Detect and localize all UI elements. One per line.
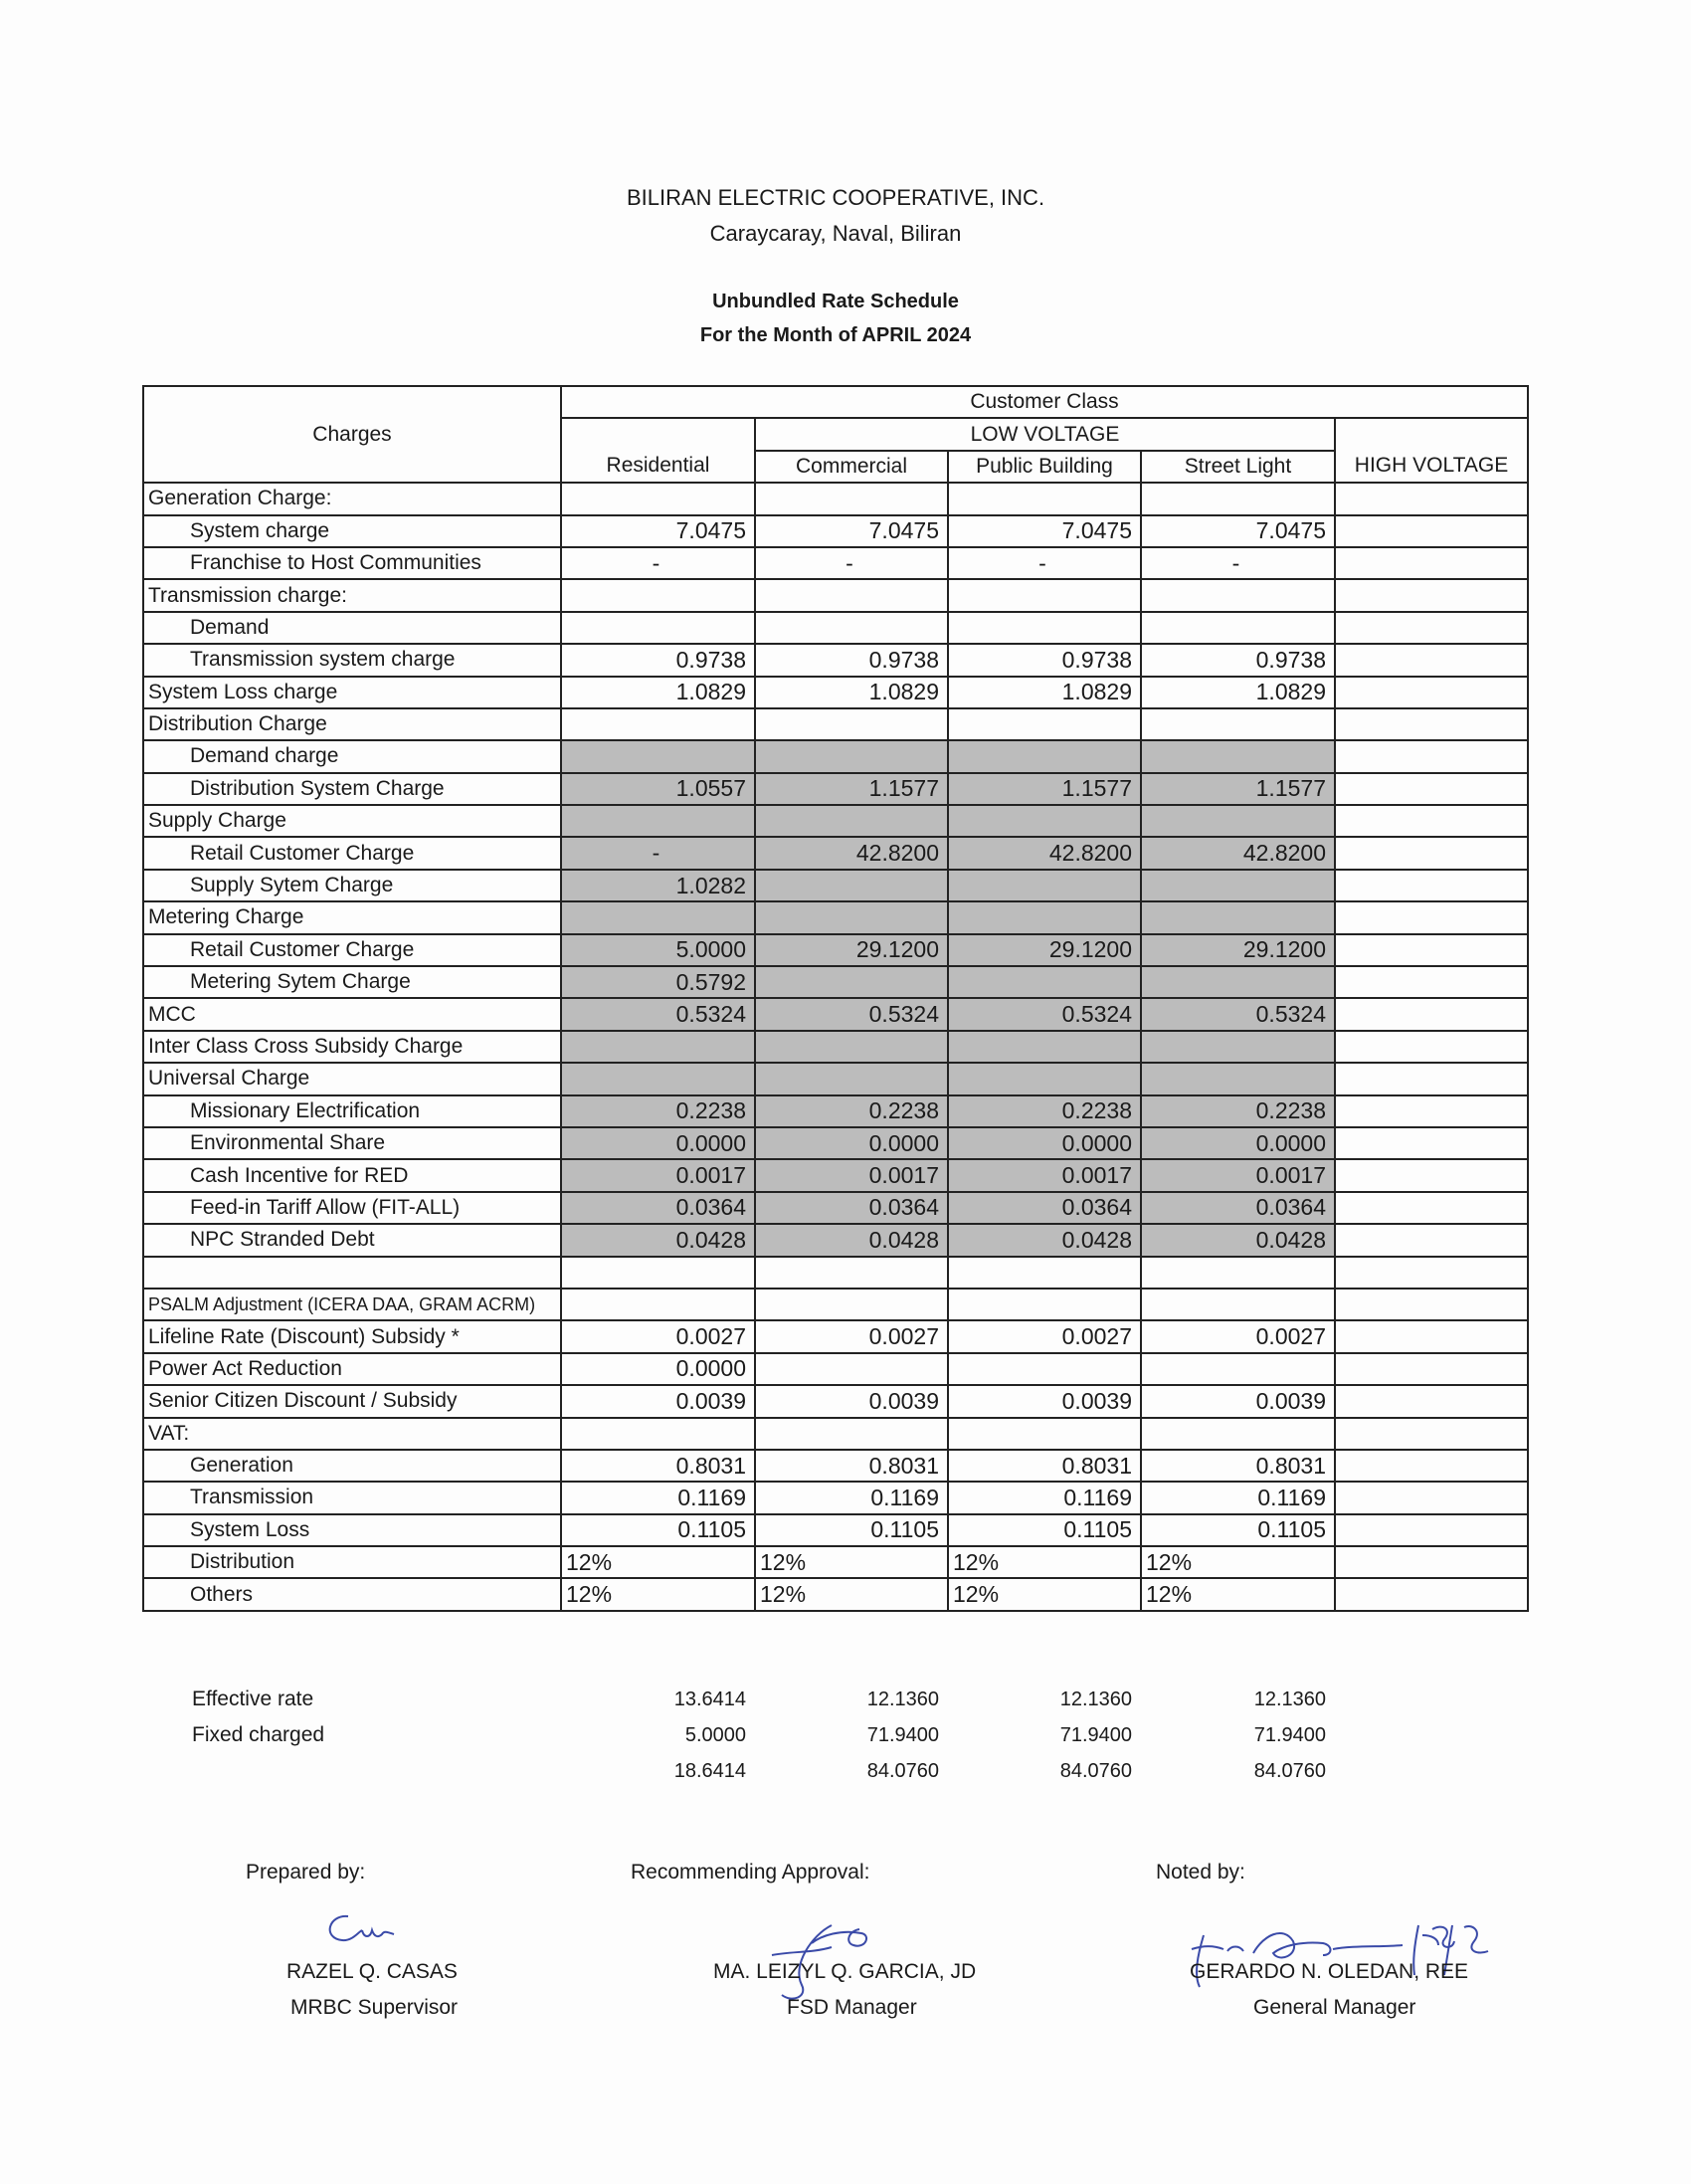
rate-cell: [561, 1289, 755, 1320]
rate-cell: 0.1169: [561, 1482, 755, 1513]
prepared-by-caption: Prepared by:: [246, 1861, 366, 1884]
rate-cell: [1141, 1257, 1335, 1289]
rate-cell: 0.0027: [561, 1320, 755, 1352]
schedule-title: Unbundled Rate Schedule: [712, 291, 959, 312]
rate-cell: 0.5792: [561, 966, 755, 998]
recommending-name: MA. LEIZYL Q. GARCIA, JD: [713, 1960, 977, 1983]
noted-by-title: General Manager: [1253, 1996, 1416, 2019]
rate-cell: 0.0364: [755, 1192, 948, 1224]
rate-cell: [1335, 1257, 1528, 1289]
table-row: [143, 644, 1528, 676]
rate-cell: 0.5324: [1141, 998, 1335, 1030]
prepared-signature: [318, 1908, 398, 1952]
rate-cell: [1335, 805, 1528, 837]
rate-cell: 42.8200: [948, 837, 1141, 869]
rate-cell: 1.0829: [755, 677, 948, 708]
row-label: Generation: [143, 1450, 561, 1482]
rate-cell: -: [948, 547, 1141, 579]
rate-cell: [561, 1063, 755, 1094]
rate-cell: [1335, 1385, 1528, 1417]
table-row: [143, 1418, 1528, 1450]
rate-cell: 0.2238: [561, 1095, 755, 1127]
rate-cell: 12%: [755, 1578, 948, 1610]
rate-cell: 0.8031: [561, 1450, 755, 1482]
rate-cell: 7.0475: [755, 515, 948, 547]
rate-cell: [755, 1063, 948, 1094]
table-row: [143, 740, 1528, 772]
rate-cell: 0.0039: [561, 1385, 755, 1417]
rate-cell: 1.0557: [561, 773, 755, 805]
row-label: Distribution: [143, 1546, 561, 1578]
org-name: BILIRAN ELECTRIC COOPERATIVE, INC.: [626, 185, 1045, 210]
rate-cell: 1.0282: [561, 870, 755, 901]
table-row: [143, 515, 1528, 547]
table-row: [143, 934, 1528, 966]
rate-cell: [1335, 1482, 1528, 1513]
rate-cell: [1141, 1289, 1335, 1320]
rate-cell: [1335, 1031, 1528, 1063]
row-label: Power Act Reduction: [143, 1353, 561, 1385]
rate-cell: 29.1200: [1141, 934, 1335, 966]
rate-cell: 12%: [1141, 1546, 1335, 1578]
rate-cell: [1335, 870, 1528, 901]
rate-cell: 0.1105: [948, 1514, 1141, 1546]
row-label: Distribution System Charge: [143, 773, 561, 805]
prepared-by-name: RAZEL Q. CASAS: [286, 1960, 458, 1983]
rate-cell: [1141, 901, 1335, 933]
rate-cell: [1335, 934, 1528, 966]
schedule-month: For the Month of APRIL 2024: [699, 324, 972, 346]
table-row: [143, 1320, 1528, 1352]
table-row: [143, 1385, 1528, 1417]
rate-cell: [1141, 483, 1335, 514]
rate-table: [142, 385, 1529, 1612]
row-label: Environmental Share: [143, 1127, 561, 1159]
rate-cell: 0.2238: [755, 1095, 948, 1127]
table-row: [143, 966, 1528, 998]
rate-cell: 0.9738: [561, 644, 755, 676]
rate-cell: -: [561, 547, 755, 579]
summary-value: 12.1360: [1059, 1688, 1132, 1710]
summary-row: [142, 1717, 1334, 1753]
row-label: Others: [143, 1578, 561, 1610]
col-high-voltage: HIGH VOLTAGE: [1335, 451, 1528, 483]
rate-cell: [948, 740, 1141, 772]
rate-cell: [561, 708, 755, 740]
col-commercial: Commercial: [755, 451, 948, 483]
rate-cell: 5.0000: [561, 934, 755, 966]
row-label: Supply Sytem Charge: [143, 870, 561, 901]
rate-cell: 0.0027: [1141, 1320, 1335, 1352]
rate-cell: 0.0428: [561, 1224, 755, 1256]
table-row: [143, 708, 1528, 740]
rate-cell: [1335, 644, 1528, 676]
rate-cell: 0.0000: [561, 1127, 755, 1159]
table-row: [143, 837, 1528, 869]
row-label: Cash Incentive for RED: [143, 1159, 561, 1191]
rate-cell: [1335, 837, 1528, 869]
rate-cell: 12%: [755, 1546, 948, 1578]
table-row: [143, 483, 1528, 514]
rate-cell: 0.0364: [561, 1192, 755, 1224]
rate-cell: 29.1200: [948, 934, 1141, 966]
rate-cell: [755, 901, 948, 933]
table-row: [143, 805, 1528, 837]
rate-cell: [1335, 1514, 1528, 1546]
row-label: Inter Class Cross Subsidy Charge: [143, 1031, 561, 1063]
summary-row: [142, 1753, 1334, 1789]
rate-cell: [561, 579, 755, 611]
rate-cell: [1335, 1224, 1528, 1256]
row-label: Transmission system charge: [143, 644, 561, 676]
table-row: [143, 998, 1528, 1030]
rate-cell: 0.0428: [755, 1224, 948, 1256]
table-row: [143, 1127, 1528, 1159]
rate-cell: [948, 483, 1141, 514]
rate-cell: [1335, 901, 1528, 933]
summary-row: [142, 1682, 1334, 1717]
row-label: VAT:: [143, 1418, 561, 1450]
rate-cell: [1141, 1353, 1335, 1385]
row-label: Retail Customer Charge: [143, 837, 561, 869]
rate-cell: 1.1577: [755, 773, 948, 805]
rate-cell: [1335, 1127, 1528, 1159]
rate-cell: 42.8200: [1141, 837, 1335, 869]
row-label: Demand: [143, 612, 561, 644]
table-row: [143, 579, 1528, 611]
rate-cell: 7.0475: [948, 515, 1141, 547]
rate-cell: 0.0039: [1141, 1385, 1335, 1417]
rate-cell: 7.0475: [561, 515, 755, 547]
summary-value: 12.1360: [866, 1688, 939, 1710]
table-row: [143, 1192, 1528, 1224]
rate-cell: 0.0017: [755, 1159, 948, 1191]
rate-cell: 0.8031: [755, 1450, 948, 1482]
rate-cell: [948, 901, 1141, 933]
rate-cell: [1141, 612, 1335, 644]
rate-cell: [561, 1031, 755, 1063]
rate-cell: [561, 1418, 755, 1450]
row-label: System charge: [143, 515, 561, 547]
row-label: NPC Stranded Debt: [143, 1224, 561, 1256]
row-label: Lifeline Rate (Discount) Subsidy *: [143, 1320, 561, 1352]
rate-cell: [1141, 966, 1335, 998]
rate-cell: [1335, 998, 1528, 1030]
rate-cell: [1335, 1578, 1528, 1610]
summary-value: 71.9400: [866, 1723, 939, 1746]
row-label: Distribution Charge: [143, 708, 561, 740]
rate-cell: [755, 740, 948, 772]
summary-table: [142, 1682, 1334, 1789]
table-row: [143, 612, 1528, 644]
summary-value: 84.0760: [1253, 1759, 1326, 1782]
rate-cell: 12%: [948, 1578, 1141, 1610]
rate-cell: 0.0017: [948, 1159, 1141, 1191]
table-row: [143, 1578, 1528, 1610]
rate-cell: [1335, 1546, 1528, 1578]
row-label: [143, 1257, 561, 1289]
rate-cell: 12%: [561, 1546, 755, 1578]
row-label: Generation Charge:: [143, 483, 561, 514]
rate-cell: [1141, 579, 1335, 611]
rate-cell: [948, 1418, 1141, 1450]
table-row: [143, 677, 1528, 708]
table-row: [143, 1159, 1528, 1191]
customer-class-header: Customer Class: [561, 386, 1528, 418]
rate-cell: [948, 870, 1141, 901]
rate-cell: [1335, 1192, 1528, 1224]
summary-value: 18.6414: [673, 1759, 746, 1782]
table-row: [143, 1450, 1528, 1482]
table-row: [143, 1353, 1528, 1385]
rate-cell: 0.0364: [948, 1192, 1141, 1224]
col-residential: Residential: [561, 451, 755, 483]
rate-cell: [1335, 773, 1528, 805]
rate-cell: 0.0039: [948, 1385, 1141, 1417]
rate-cell: [755, 966, 948, 998]
rate-cell: 0.0428: [948, 1224, 1141, 1256]
rate-cell: 0.8031: [1141, 1450, 1335, 1482]
rate-cell: 0.1105: [755, 1514, 948, 1546]
row-label: Universal Charge: [143, 1063, 561, 1094]
rate-cell: 7.0475: [1141, 515, 1335, 547]
rate-cell: 0.1169: [1141, 1482, 1335, 1513]
rate-cell: -: [755, 547, 948, 579]
row-label: Transmission charge:: [143, 579, 561, 611]
row-label: System Loss: [143, 1514, 561, 1546]
rate-cell: [948, 966, 1141, 998]
rate-cell: [1335, 1063, 1528, 1094]
row-label: Franchise to Host Communities: [143, 547, 561, 579]
row-label: Supply Charge: [143, 805, 561, 837]
rate-cell: [948, 805, 1141, 837]
rate-cell: 0.0000: [948, 1127, 1141, 1159]
rate-cell: [1335, 1320, 1528, 1352]
rate-cell: [1141, 870, 1335, 901]
table-row: [143, 1257, 1528, 1289]
rate-cell: [1335, 515, 1528, 547]
summary-value: 84.0760: [866, 1759, 939, 1782]
rate-cell: [948, 1353, 1141, 1385]
rate-cell: [1141, 1418, 1335, 1450]
rate-cell: [1335, 966, 1528, 998]
rate-cell: [561, 740, 755, 772]
rate-cell: [948, 708, 1141, 740]
rate-cell: 0.1105: [1141, 1514, 1335, 1546]
rate-cell: 0.0017: [561, 1159, 755, 1191]
rate-cell: [755, 1353, 948, 1385]
rate-cell: [1335, 483, 1528, 514]
rate-cell: 42.8200: [755, 837, 948, 869]
row-label: MCC: [143, 998, 561, 1030]
rate-cell: 0.1105: [561, 1514, 755, 1546]
rate-cell: [561, 901, 755, 933]
row-label: Metering Charge: [143, 901, 561, 933]
rate-cell: [948, 1257, 1141, 1289]
summary-value: 5.0000: [684, 1723, 746, 1746]
rate-cell: [1141, 708, 1335, 740]
rate-cell: 0.2238: [1141, 1095, 1335, 1127]
rate-cell: [755, 1418, 948, 1450]
rate-cell: 0.0039: [755, 1385, 948, 1417]
rate-cell: [1335, 1418, 1528, 1450]
rate-cell: [755, 579, 948, 611]
row-label: Senior Citizen Discount / Subsidy: [143, 1385, 561, 1417]
rate-cell: 29.1200: [755, 934, 948, 966]
row-label: System Loss charge: [143, 677, 561, 708]
table-row: [143, 1482, 1528, 1513]
org-address: Caraycaray, Naval, Biliran: [709, 221, 962, 246]
charges-header: Charges: [143, 386, 561, 483]
rate-cell: [561, 483, 755, 514]
summary-value: 13.6414: [673, 1688, 746, 1710]
rate-cell: 1.0829: [1141, 677, 1335, 708]
rate-cell: [1335, 708, 1528, 740]
row-label: Demand charge: [143, 740, 561, 772]
rate-cell: [1335, 612, 1528, 644]
rate-cell: 0.5324: [948, 998, 1141, 1030]
rate-cell: 0.1169: [755, 1482, 948, 1513]
rate-cell: [755, 1031, 948, 1063]
summary-value: 12.1360: [1253, 1688, 1326, 1710]
row-label: Transmission: [143, 1482, 561, 1513]
rate-cell: [1335, 547, 1528, 579]
rate-cell: 0.2238: [948, 1095, 1141, 1127]
recommending-title: FSD Manager: [787, 1996, 917, 2019]
rate-cell: 12%: [948, 1546, 1141, 1578]
table-row: [143, 870, 1528, 901]
noted-by-caption: Noted by:: [1156, 1861, 1245, 1884]
rate-cell: [561, 612, 755, 644]
rate-cell: 0.0027: [755, 1320, 948, 1352]
table-row: [143, 1095, 1528, 1127]
rate-cell: 1.1577: [1141, 773, 1335, 805]
table-row: [143, 1546, 1528, 1578]
rate-cell: 0.0000: [1141, 1127, 1335, 1159]
table-row: [143, 773, 1528, 805]
rate-cell: [1141, 1031, 1335, 1063]
summary-label: Effective rate: [192, 1688, 314, 1710]
rate-cell: [948, 1031, 1141, 1063]
col-street-light: Street Light: [1141, 451, 1335, 483]
summary-value: 84.0760: [1059, 1759, 1132, 1782]
low-voltage-header: LOW VOLTAGE: [755, 418, 1335, 450]
rate-cell: 0.8031: [948, 1450, 1141, 1482]
rate-cell: 1.0829: [948, 677, 1141, 708]
rate-cell: [1141, 1063, 1335, 1094]
row-label: PSALM Adjustment (ICERA DAA, GRAM ACRM): [143, 1289, 561, 1320]
summary-value: 71.9400: [1253, 1723, 1326, 1746]
rate-cell: 0.0428: [1141, 1224, 1335, 1256]
rate-cell: [755, 870, 948, 901]
rate-cell: 0.0364: [1141, 1192, 1335, 1224]
summary-label: Fixed charged: [192, 1723, 325, 1746]
col-public-building: Public Building: [948, 451, 1141, 483]
table-row: [143, 1224, 1528, 1256]
rate-cell: [1335, 1289, 1528, 1320]
rate-cell: [948, 612, 1141, 644]
rate-cell: [1335, 677, 1528, 708]
rate-cell: [755, 612, 948, 644]
rate-cell: [561, 1257, 755, 1289]
recommending-caption: Recommending Approval:: [631, 1861, 870, 1884]
table-row: [143, 1514, 1528, 1546]
table-row: [143, 1289, 1528, 1320]
rate-cell: [561, 805, 755, 837]
summary-value: 71.9400: [1059, 1723, 1132, 1746]
rate-cell: [1335, 579, 1528, 611]
rate-cell: 0.0027: [948, 1320, 1141, 1352]
rate-cell: 0.0017: [1141, 1159, 1335, 1191]
rate-cell: 12%: [561, 1578, 755, 1610]
row-label: Metering Sytem Charge: [143, 966, 561, 998]
rate-cell: -: [561, 837, 755, 869]
rate-cell: [1335, 740, 1528, 772]
noted-by-name: GERARDO N. OLEDAN, REE: [1190, 1960, 1469, 1983]
rate-cell: [948, 1063, 1141, 1094]
rate-cell: 0.0000: [561, 1353, 755, 1385]
rate-cell: 0.1169: [948, 1482, 1141, 1513]
rate-cell: [755, 805, 948, 837]
high-voltage-spacer: [1335, 418, 1528, 450]
table-row: [143, 547, 1528, 579]
rate-cell: [1141, 740, 1335, 772]
rate-cell: 12%: [1141, 1578, 1335, 1610]
row-label: Feed-in Tariff Allow (FIT-ALL): [143, 1192, 561, 1224]
table-row: [143, 1031, 1528, 1063]
rate-cell: [1335, 1095, 1528, 1127]
rate-cell: 1.0829: [561, 677, 755, 708]
rate-cell: -: [1141, 547, 1335, 579]
rate-cell: [1335, 1159, 1528, 1191]
table-row: [143, 901, 1528, 933]
rate-cell: 1.1577: [948, 773, 1141, 805]
rate-cell: [948, 1289, 1141, 1320]
rate-cell: 0.9738: [1141, 644, 1335, 676]
rate-cell: 0.9738: [948, 644, 1141, 676]
table-row: [143, 1063, 1528, 1094]
rate-cell: 0.9738: [755, 644, 948, 676]
rate-cell: [755, 708, 948, 740]
residential-spacer: [561, 418, 755, 450]
row-label: Retail Customer Charge: [143, 934, 561, 966]
summary-label: [142, 1753, 560, 1789]
rate-cell: [755, 483, 948, 514]
rate-cell: [1141, 805, 1335, 837]
prepared-by-title: MRBC Supervisor: [290, 1996, 459, 2019]
rate-cell: [948, 579, 1141, 611]
rate-cell: 0.5324: [755, 998, 948, 1030]
row-label: Missionary Electrification: [143, 1095, 561, 1127]
rate-cell: 0.0000: [755, 1127, 948, 1159]
rate-cell: [755, 1257, 948, 1289]
rate-cell: [755, 1289, 948, 1320]
rate-cell: 0.5324: [561, 998, 755, 1030]
rate-cell: [1335, 1450, 1528, 1482]
rate-cell: [1335, 1353, 1528, 1385]
